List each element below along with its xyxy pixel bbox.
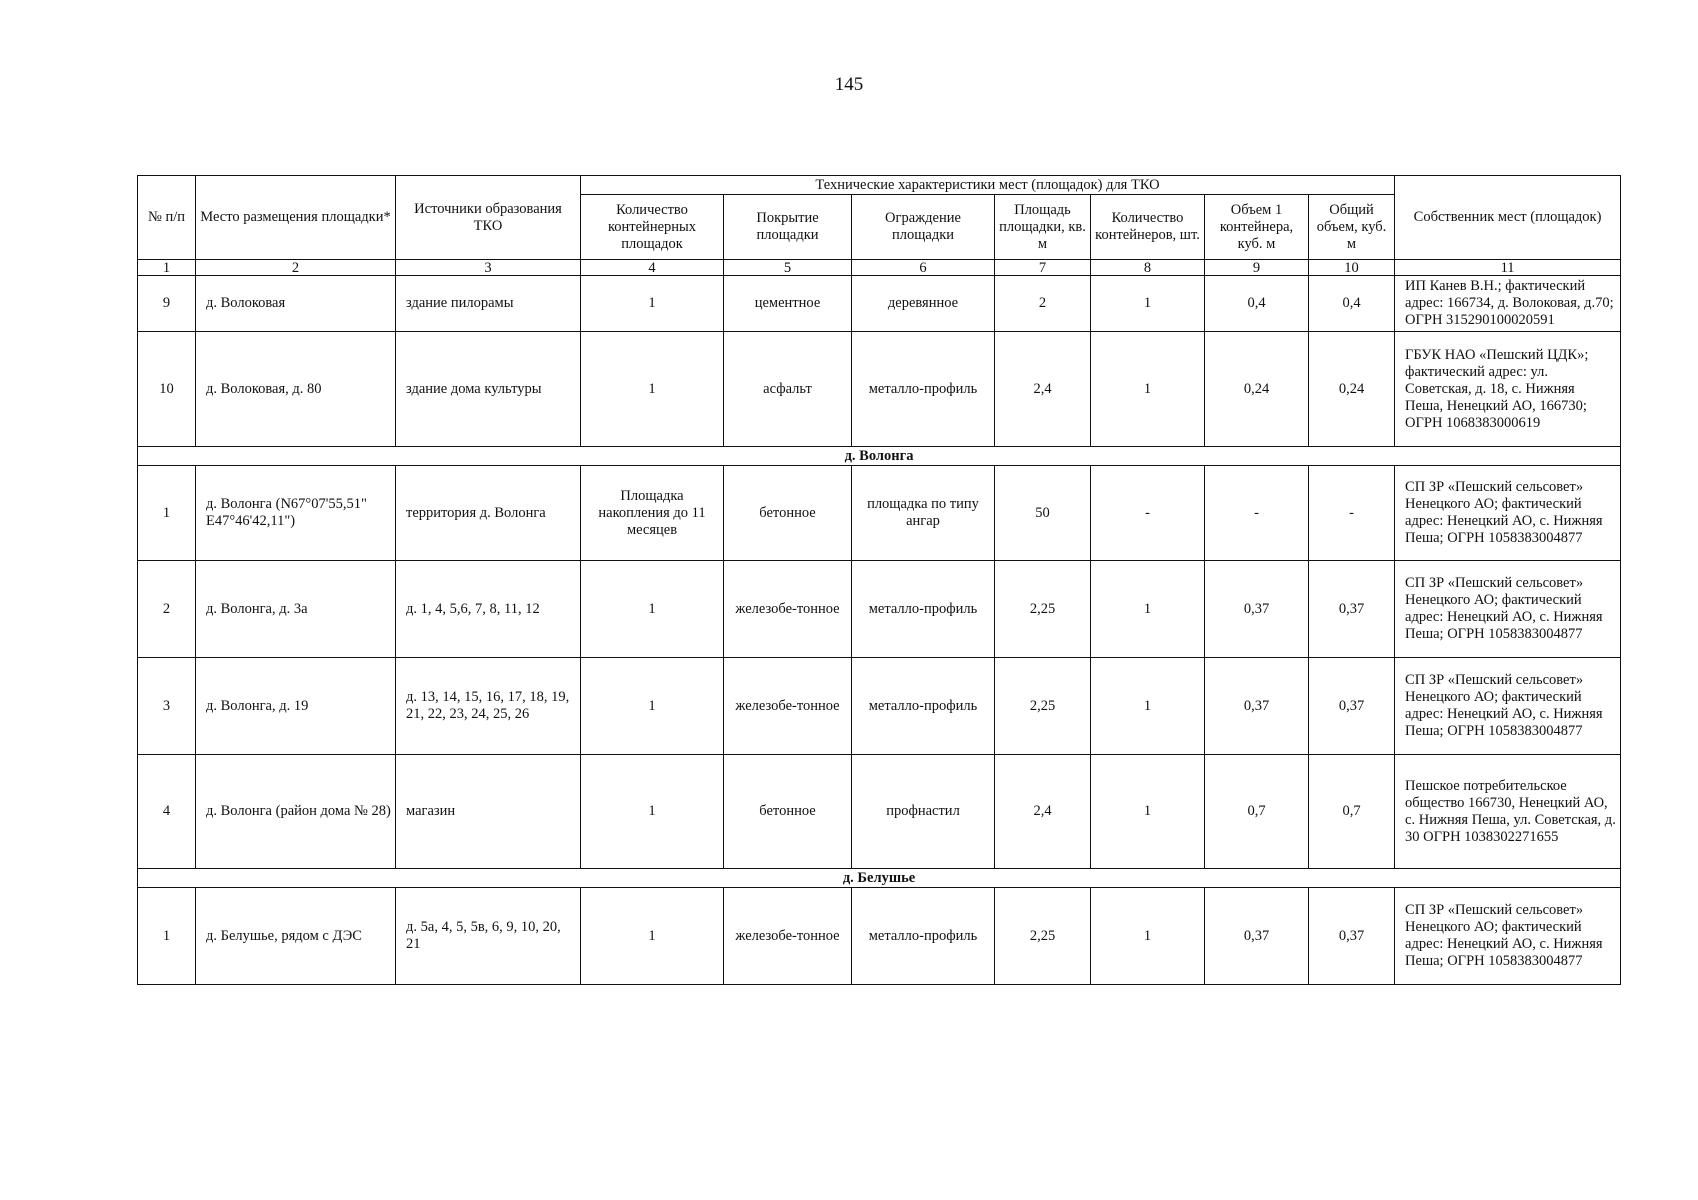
cell-number: 10	[138, 332, 196, 447]
page-number: 145	[834, 74, 864, 95]
cell-volume-total: 0,37	[1309, 561, 1395, 658]
col-header-count: Количество контейнерных площадок	[581, 195, 724, 260]
section-row	[138, 447, 1621, 466]
table-row	[138, 888, 1621, 985]
cell-containers: 1	[1091, 276, 1205, 332]
cell-area: 2,4	[995, 332, 1091, 447]
cell-place: д. Волонга, д. 3а	[196, 561, 396, 658]
table-row	[138, 561, 1621, 658]
cell-containers: 1	[1091, 561, 1205, 658]
waste-sites-table	[137, 175, 1621, 985]
cell-volume-one: 0,37	[1205, 561, 1309, 658]
column-number: 4	[581, 260, 724, 276]
cell-volume-one: 0,24	[1205, 332, 1309, 447]
col-header-cover: Покрытие площадки	[724, 195, 852, 260]
cell-owner: Пешское потребительское общество 166730, Ненецкий АО, с. Нижняя Пеша, ул. Советская, д. 30 ОГРН 1038302271655	[1395, 755, 1621, 869]
cell-volume-one: 0,7	[1205, 755, 1309, 869]
cell-volume-total: 0,24	[1309, 332, 1395, 447]
col-header-tech-group: Технические характеристики мест (площадок) для ТКО	[581, 176, 1395, 195]
cell-count: 1	[581, 276, 724, 332]
section-row	[138, 869, 1621, 888]
cell-volume-total: 0,4	[1309, 276, 1395, 332]
cell-source: д. 1, 4, 5,6, 7, 8, 11, 12	[396, 561, 581, 658]
cell-count: 1	[581, 658, 724, 755]
cell-fence: металло-профиль	[852, 332, 995, 447]
col-header-volume-one: Объем 1 контейнера, куб. м	[1205, 195, 1309, 260]
cell-fence: профнастил	[852, 755, 995, 869]
col-header-volume-total: Общий объем, куб. м	[1309, 195, 1395, 260]
cell-volume-one: -	[1205, 466, 1309, 561]
column-numbers-row	[138, 260, 1621, 276]
cell-fence: металло-профиль	[852, 658, 995, 755]
cell-volume-one: 0,37	[1205, 888, 1309, 985]
cell-area: 50	[995, 466, 1091, 561]
cell-cover: бетонное	[724, 755, 852, 869]
cell-containers: -	[1091, 466, 1205, 561]
column-number: 2	[196, 260, 396, 276]
cell-owner: ГБУК НАО «Пешский ЦДК»; фактический адрес: ул. Советская, д. 18, с. Нижняя Пеша, Ненецкий АО, 166730; ОГРН 1068383000619	[1395, 332, 1621, 447]
cell-owner: СП ЗР «Пешский сельсовет» Ненецкого АО; фактический адрес: Ненецкий АО, с. Нижняя Пеша; ОГРН 1058383004877	[1395, 888, 1621, 985]
cell-count: 1	[581, 755, 724, 869]
col-header-owner: Собственник мест (площадок)	[1395, 176, 1621, 260]
col-header-number: № п/п	[138, 176, 196, 260]
section-title: д. Волонга	[138, 447, 1621, 466]
table-row	[138, 658, 1621, 755]
col-header-fence: Ограждение площадки	[852, 195, 995, 260]
cell-source: д. 13, 14, 15, 16, 17, 18, 19, 21, 22, 23, 24, 25, 26	[396, 658, 581, 755]
table-row	[138, 332, 1621, 447]
cell-cover: железобе-тонное	[724, 561, 852, 658]
cell-place: д. Волонга, д. 19	[196, 658, 396, 755]
cell-source: магазин	[396, 755, 581, 869]
cell-number: 1	[138, 888, 196, 985]
cell-volume-one: 0,4	[1205, 276, 1309, 332]
cell-containers: 1	[1091, 332, 1205, 447]
cell-source: д. 5а, 4, 5, 5в, 6, 9, 10, 20, 21	[396, 888, 581, 985]
column-number: 5	[724, 260, 852, 276]
column-number: 1	[138, 260, 196, 276]
cell-owner: СП ЗР «Пешский сельсовет» Ненецкого АО; фактический адрес: Ненецкий АО, с. Нижняя Пеша; ОГРН 1058383004877	[1395, 658, 1621, 755]
cell-volume-total: 0,7	[1309, 755, 1395, 869]
cell-volume-total: 0,37	[1309, 658, 1395, 755]
cell-place: д. Волонга (район дома № 28)	[196, 755, 396, 869]
column-number: 7	[995, 260, 1091, 276]
cell-cover: железобе-тонное	[724, 658, 852, 755]
cell-number: 1	[138, 466, 196, 561]
cell-area: 2	[995, 276, 1091, 332]
cell-area: 2,25	[995, 888, 1091, 985]
col-header-source: Источники образования ТКО	[396, 176, 581, 260]
table-row	[138, 755, 1621, 869]
cell-count: Площадка накопления до 11 месяцев	[581, 466, 724, 561]
section-title: д. Белушье	[138, 869, 1621, 888]
cell-fence: металло-профиль	[852, 888, 995, 985]
cell-area: 2,4	[995, 755, 1091, 869]
cell-volume-one: 0,37	[1205, 658, 1309, 755]
column-number: 11	[1395, 260, 1621, 276]
cell-count: 1	[581, 561, 724, 658]
column-number: 10	[1309, 260, 1395, 276]
cell-count: 1	[581, 332, 724, 447]
table-row	[138, 276, 1621, 332]
cell-owner: СП ЗР «Пешский сельсовет» Ненецкого АО; фактический адрес: Ненецкий АО, с. Нижняя Пеша; ОГРН 1058383004877	[1395, 466, 1621, 561]
cell-cover: асфальт	[724, 332, 852, 447]
cell-place: д. Волонга (N67°07'55,51" E47°46'42,11")	[196, 466, 396, 561]
cell-cover: бетонное	[724, 466, 852, 561]
cell-area: 2,25	[995, 658, 1091, 755]
cell-fence: деревянное	[852, 276, 995, 332]
cell-source: здание пилорамы	[396, 276, 581, 332]
column-number: 8	[1091, 260, 1205, 276]
cell-volume-total: 0,37	[1309, 888, 1395, 985]
cell-number: 9	[138, 276, 196, 332]
cell-area: 2,25	[995, 561, 1091, 658]
cell-owner: СП ЗР «Пешский сельсовет» Ненецкого АО; фактический адрес: Ненецкий АО, с. Нижняя Пеша; ОГРН 1058383004877	[1395, 561, 1621, 658]
cell-fence: площадка по типу ангар	[852, 466, 995, 561]
cell-number: 2	[138, 561, 196, 658]
cell-containers: 1	[1091, 658, 1205, 755]
cell-place: д. Белушье, рядом с ДЭС	[196, 888, 396, 985]
cell-cover: железобе-тонное	[724, 888, 852, 985]
cell-count: 1	[581, 888, 724, 985]
col-header-containers: Количество контейнеров, шт.	[1091, 195, 1205, 260]
col-header-place: Место размещения площадки*	[196, 176, 396, 260]
cell-containers: 1	[1091, 888, 1205, 985]
cell-number: 3	[138, 658, 196, 755]
table-row	[138, 466, 1621, 561]
cell-source: здание дома культуры	[396, 332, 581, 447]
column-number: 3	[396, 260, 581, 276]
cell-place: д. Волоковая, д. 80	[196, 332, 396, 447]
column-number: 9	[1205, 260, 1309, 276]
column-number: 6	[852, 260, 995, 276]
cell-source: территория д. Волонга	[396, 466, 581, 561]
cell-cover: цементное	[724, 276, 852, 332]
cell-fence: металло-профиль	[852, 561, 995, 658]
col-header-area: Площадь площадки, кв. м	[995, 195, 1091, 260]
cell-owner: ИП Канев В.Н.; фактический адрес: 166734, д. Волоковая, д.70; ОГРН 315290100020591	[1395, 276, 1621, 332]
cell-volume-total: -	[1309, 466, 1395, 561]
cell-containers: 1	[1091, 755, 1205, 869]
cell-number: 4	[138, 755, 196, 869]
cell-place: д. Волоковая	[196, 276, 396, 332]
